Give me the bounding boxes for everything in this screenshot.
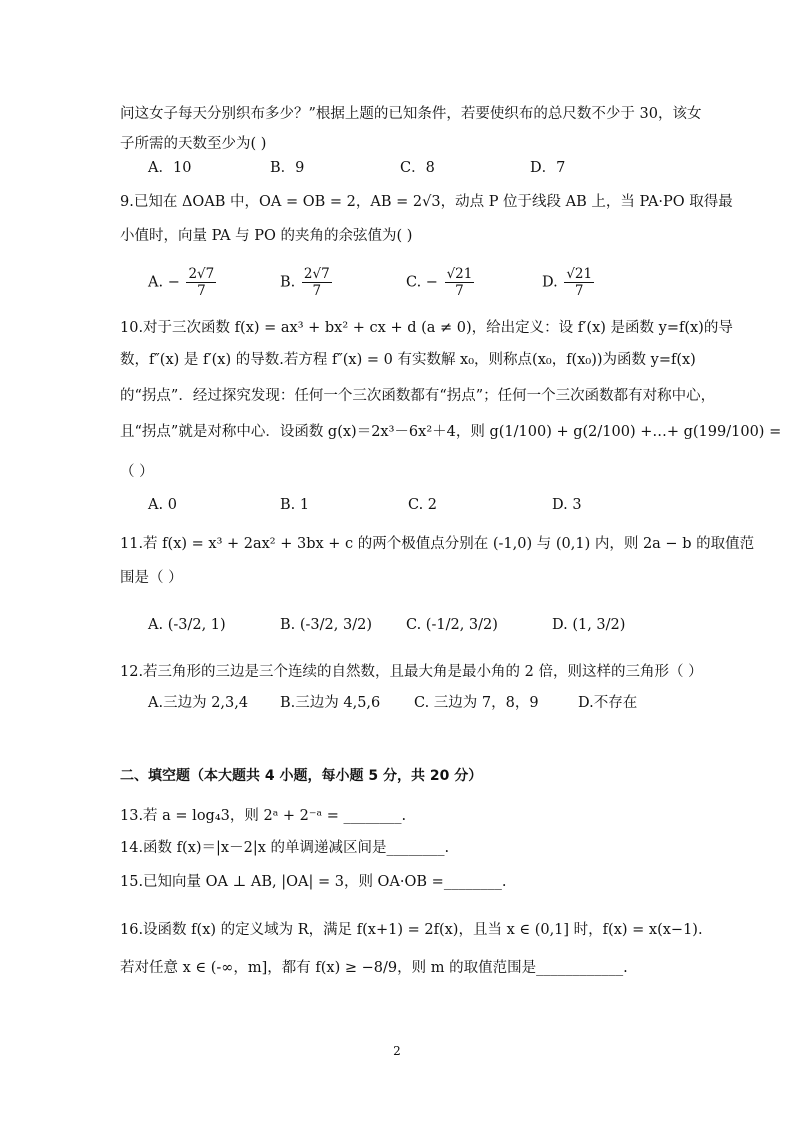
q9-option-c-fraction: $\frac{√21}{7}$ (446, 266, 473, 299)
q8-line2: 子所需的天数至少为( ) (120, 136, 267, 152)
q12-option-b[interactable]: B.三边为 4,5,6 (280, 695, 381, 711)
q11-option-b[interactable]: B. (-3/2, 3/2) (280, 617, 372, 633)
q9-option-d-fraction: $\frac{√21}{7}$ (566, 266, 593, 299)
q8-option-b[interactable]: B．9 (270, 160, 305, 176)
q10-line3: 的“拐点”．经过探究发现：任何一个三次函数都有“拐点”；任何一个三次函数都有对称中心， (120, 388, 716, 404)
q10-option-c[interactable]: C. 2 (408, 497, 438, 513)
q9-option-b-fraction: $\frac{2√7}{7}$ (303, 266, 330, 299)
q9-option-a-fraction: $\frac{2√7}{7}$ (188, 266, 215, 299)
q11-line1: 11.若 f(x) = x³ + 2ax² + 3bx + c 的两个极值点分别在 (-1,0) 与 (0,1) 内，则 2a − b 的取值范 (120, 536, 755, 552)
q8-option-a[interactable]: A．10 (148, 160, 192, 176)
q9-options (148, 266, 688, 310)
q8-option-c[interactable]: C．8 (400, 160, 435, 176)
q12-option-a[interactable]: A.三边为 2,3,4 (148, 695, 249, 711)
q10-line5: （ ） (120, 464, 154, 480)
q12-option-d[interactable]: D.不存在 (578, 695, 638, 711)
q14-line: 14.函数 f(x)＝|x－2|x 的单调递减区间是________. (120, 840, 450, 856)
q11-option-c[interactable]: C. (-1/2, 3/2) (406, 617, 498, 633)
q16-line2: 若对任意 x ∈ (-∞，m]，都有 f(x) ≥ −8/9，则 m 的取值范围是____________. (120, 960, 628, 976)
q9-option-a[interactable]: A. − $\frac{2√7}{7}$ (148, 266, 215, 299)
q11-option-d[interactable]: D. (1, 3/2) (552, 617, 626, 633)
page-number: 2 (393, 1044, 401, 1058)
q9-line2: 小值时，向量 PA 与 PO 的夹角的余弦值为( ) (120, 228, 413, 244)
q10-option-b[interactable]: B. 1 (280, 497, 310, 513)
q9-option-c[interactable]: C. − $\frac{√21}{7}$ (406, 266, 473, 299)
q10-option-d[interactable]: D. 3 (552, 497, 582, 513)
q8-line1: 问这女子每天分别织布多少？”根据上题的已知条件，若要使织布的总尺数不少于 30，该女 (120, 106, 702, 122)
q8-option-d[interactable]: D．7 (530, 160, 566, 176)
q15-line: 15.已知向量 OA ⊥ AB, |OA| = 3，则 OA·OB =________. (120, 874, 507, 890)
section-heading-fill-in: 二、填空题（本大题共 4 小题，每小题 5 分，共 20 分） (120, 768, 483, 784)
q11-option-a[interactable]: A. (-3/2, 1) (148, 617, 226, 633)
q12-option-c[interactable]: C. 三边为 7，8，9 (414, 695, 539, 711)
q11-line2: 围是（ ） (120, 570, 183, 586)
q10-line1: 10.对于三次函数 f(x) = ax³ + bx² + cx + d (a ≠ 0)，给出定义：设 f′(x) 是函数 y=f(x)的导 (120, 320, 733, 336)
q16-line1: 16.设函数 f(x) 的定义域为 R，满足 f(x+1) = 2f(x)，且当 x ∈ (0,1] 时，f(x) = x(x−1). (120, 922, 703, 938)
q12-line1: 12.若三角形的三边是三个连续的自然数，且最大角是最小角的 2 倍，则这样的三角形（ ） (120, 664, 703, 680)
q10-line2: 数，f″(x) 是 f′(x) 的导数.若方程 f″(x) = 0 有实数解 x₀，则称点(x₀，f(x₀))为函数 y=f(x) (120, 352, 696, 368)
q9-option-b[interactable]: B. $\frac{2√7}{7}$ (280, 266, 330, 299)
q10-line4: 且“拐点”就是对称中心．设函数 g(x)＝2x³－6x²＋4，则 g(1/100) + g(2/100) +…+ g(199/100) = (120, 424, 782, 440)
q9-option-d[interactable]: D. $\frac{√21}{7}$ (542, 266, 593, 299)
q9-line1: 9.已知在 ΔOAB 中，OA = OB = 2，AB = 2√3，动点 P 位于线段 AB 上，当 PA·PO 取得最 (120, 194, 733, 210)
q13-line: 13.若 a = log₄3，则 2ᵃ + 2⁻ᵃ = ________. (120, 808, 407, 824)
q10-option-a[interactable]: A. 0 (148, 497, 177, 513)
